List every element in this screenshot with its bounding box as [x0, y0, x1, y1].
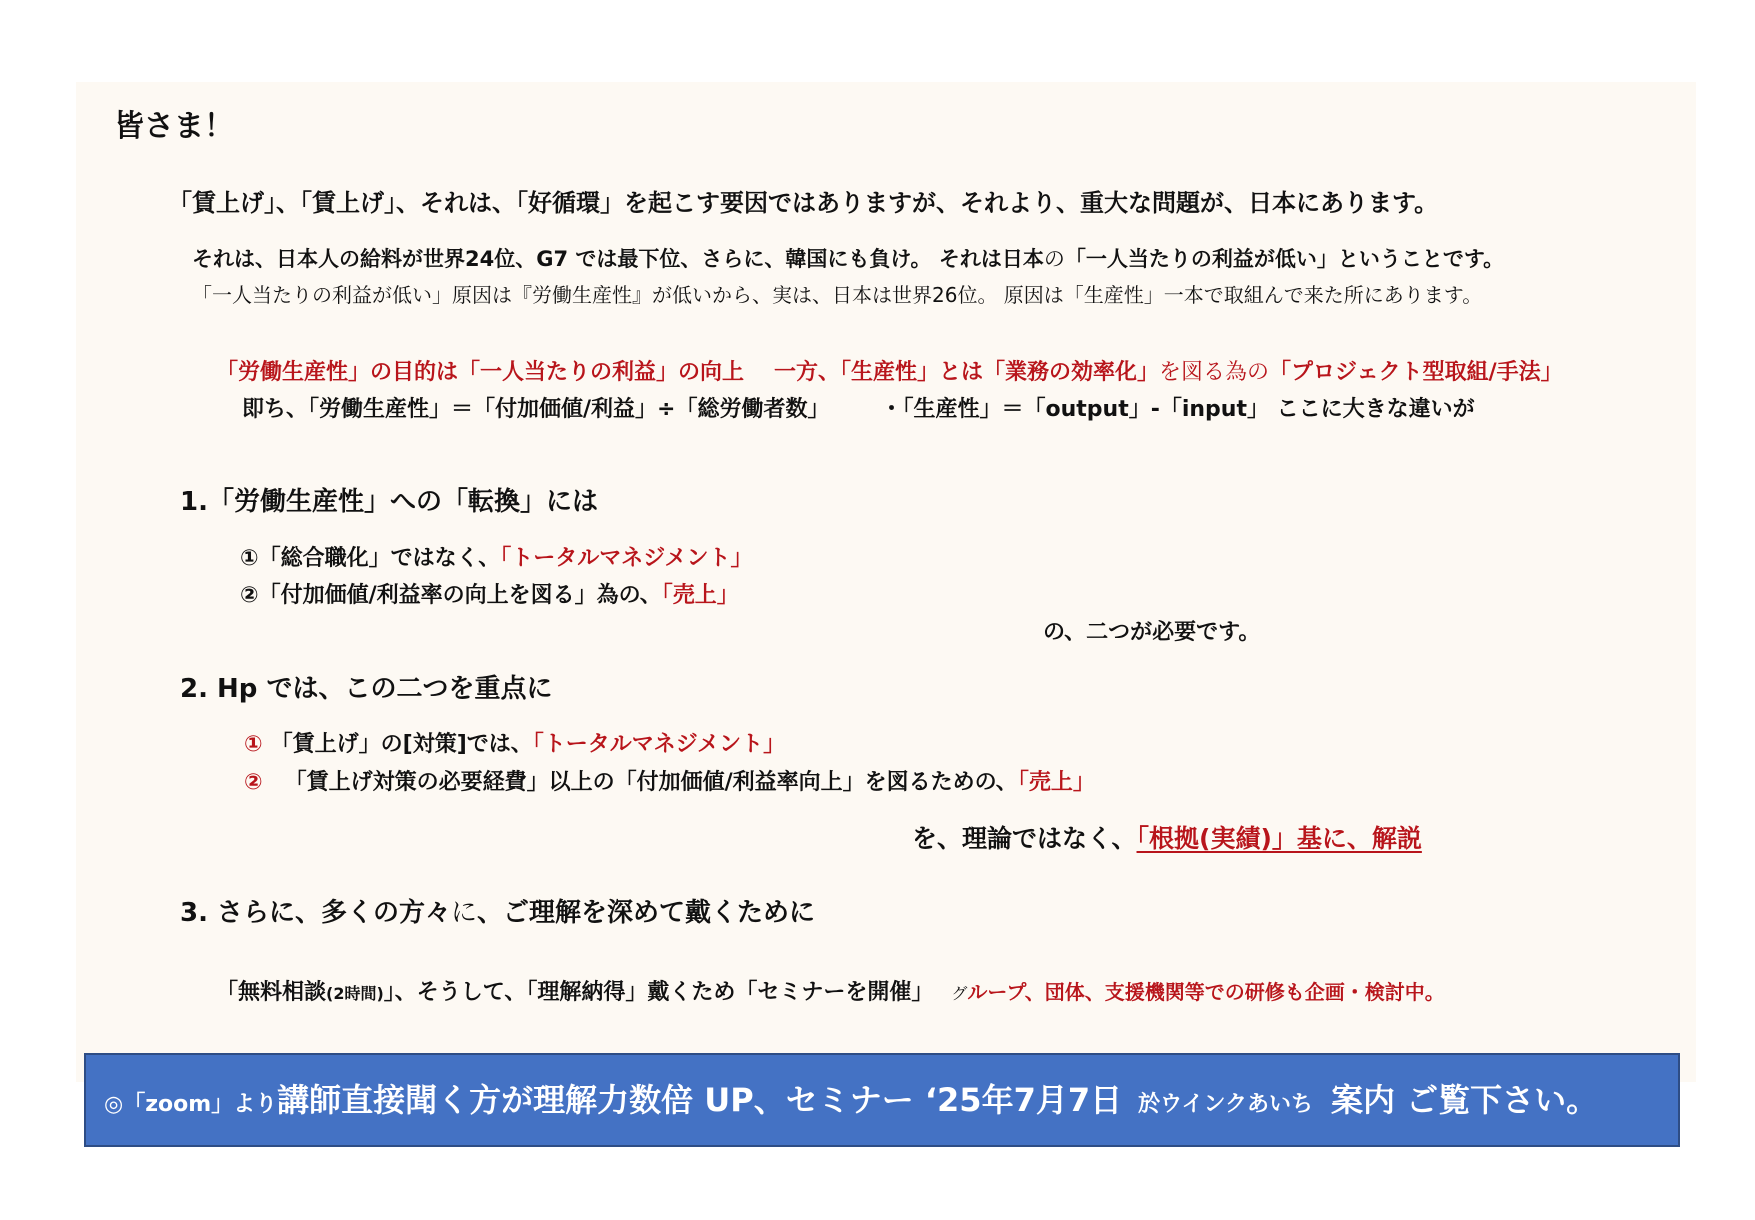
banner-main: 講師直接聞く方が理解力数倍 UP、セミナー ‘25年7月7日: [277, 1081, 1123, 1119]
section-3-title-b: に: [451, 898, 478, 928]
section-1-item-1-text: ①「総合職化」ではなく、: [240, 546, 501, 571]
definition-red-d: 「プロジェクト型取組/手法」: [1269, 360, 1563, 385]
section-2-item-1-number: ①: [244, 732, 263, 757]
group-training-prefix: グ: [951, 984, 968, 1003]
banner-zoom: ◎「zoom」より: [104, 1092, 278, 1117]
section-1-item-2-text: ②「付加価値/利益率の向上を図る」為の、: [240, 583, 662, 608]
section-2-item-1-red: 「トータルマネジメント」: [532, 732, 786, 757]
detail-line-1-c: 「一人当たりの利益が低い」ということです。: [1064, 247, 1505, 271]
section-3-title-a: 3. さらに、多くの方々: [180, 898, 452, 928]
consultation-text-a: 「無料相談: [216, 980, 327, 1005]
section-3-title-c: 、ご理解を深めて戴くために: [477, 898, 816, 928]
seminar-banner[interactable]: [84, 1053, 1680, 1147]
detail-line-1-b: の: [1043, 247, 1065, 271]
definition-red-c: を図る為の: [1159, 360, 1270, 385]
detail-line-1-a: それは、日本人の給料が世界24位、G7 では最下位、さらに、韓国にも負け。 それは日本: [192, 247, 1044, 271]
section-1-item-1: [240, 546, 753, 571]
section-1-item-2: [240, 583, 739, 608]
consultation-line: [216, 980, 1445, 1005]
section-2-item-2: [244, 770, 1095, 795]
section-1-conclusion: の、二つが必要です。: [1043, 620, 1261, 645]
section-2-title: 2. Hp では、この二つを重点に: [180, 674, 553, 704]
content-panel: [76, 82, 1696, 1082]
group-training-red: ループ、団体、支援機関等での研修も企画・検討中。: [967, 980, 1445, 1004]
formula-labour-productivity: 即ち、「労働生産性」＝「付加価値/利益」÷「総労働者数」: [242, 397, 819, 422]
consultation-text-b: 」、そうして、「理解納得」戴くため「セミナーを開催」: [383, 980, 934, 1005]
lead-paragraph: 「賃上げ」、「賃上げ」、それは、「好循環」を起こす要因ではありますが、それより、重大な問題が、日本にあります。: [168, 189, 1439, 217]
section-2-item-2-number: ②: [244, 770, 263, 795]
detail-line-1: [192, 247, 1504, 271]
formula-productivity: ・「生産性」＝「output」-「input」 ここに大きな違いが: [880, 397, 1475, 422]
definition-red-a: 「労働生産性」の目的は「一人当たりの利益」の向上: [216, 360, 745, 385]
section-2-item-2-red: 「売上」: [1017, 770, 1095, 795]
section-1-item-1-red: 「トータルマネジメント」: [500, 546, 753, 571]
section-2-conclusion-text: を、理論ではなく、: [912, 824, 1137, 853]
definition-red-b: 一方、「生産性」とは「業務の効率化」: [774, 360, 1160, 385]
section-1-item-2-red: 「売上」: [661, 583, 739, 608]
banner-notice: 案内 ご覧下さい。: [1331, 1081, 1599, 1119]
greeting-heading: 皆さま！: [114, 109, 234, 144]
section-2-item-1: [244, 732, 785, 757]
definition-line-red: [216, 360, 1563, 385]
formula-line: [242, 397, 1475, 422]
section-2-item-1-text: 「賃上げ」の[対策]では、: [270, 732, 533, 757]
section-2-item-2-text: 「賃上げ対策の必要経費」以上の「付加価値/利益率向上」を図るための、: [284, 770, 1018, 795]
detail-line-2: 「一人当たりの利益が低い」原因は『労働生産性』が低いから、実は、日本は世界26位。 原因は「生産性」一本で取組んで来た所にあります。: [192, 283, 1483, 307]
section-2-conclusion-red: 「根拠(実績)」基に、解説: [1136, 824, 1422, 853]
section-3-title: [180, 899, 815, 929]
banner-venue: 於ウインクあいち: [1138, 1092, 1314, 1117]
section-2-conclusion: [912, 825, 1422, 854]
consultation-duration: (2時間): [326, 984, 384, 1003]
section-1-title: 1.「労働生産性」への「転換」には: [180, 487, 598, 517]
